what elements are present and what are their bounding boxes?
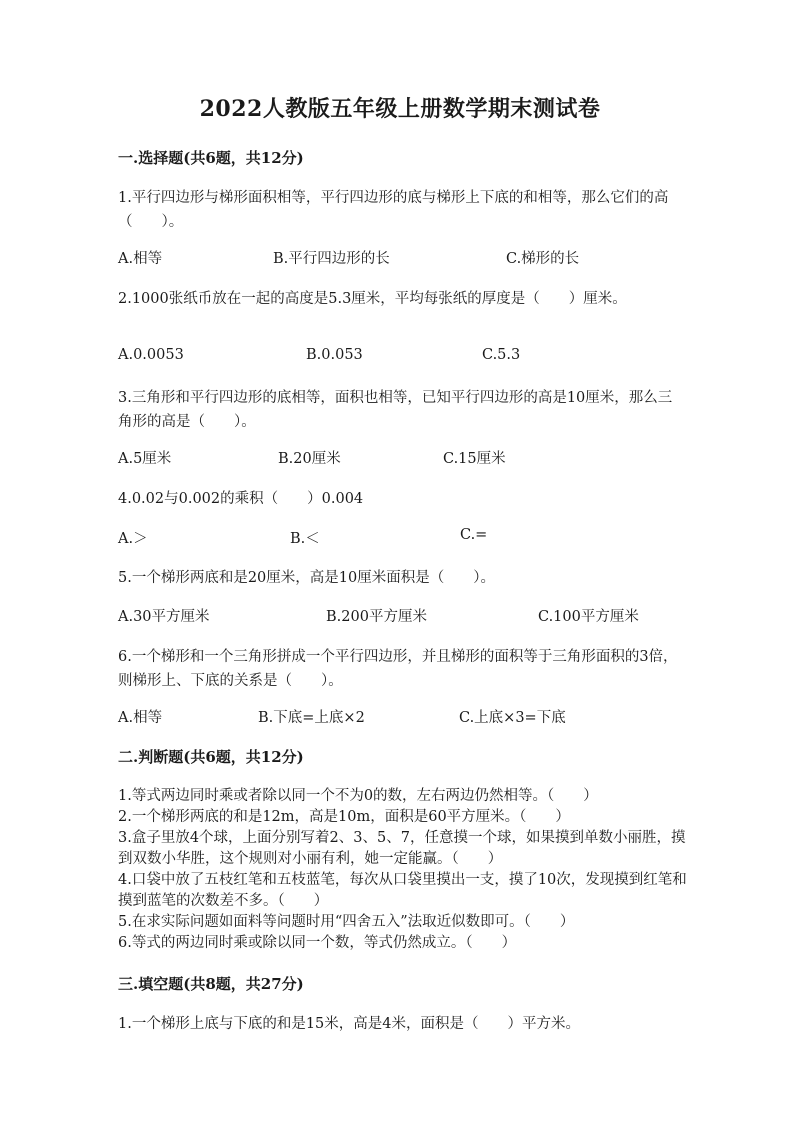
option-c: C.上底×3=下底 — [459, 710, 566, 726]
option-a: A.＞ — [118, 531, 148, 547]
option-b: B.＜ — [290, 531, 320, 547]
option-c: C.梯形的长 — [506, 251, 580, 267]
option-c: C.15厘米 — [443, 451, 506, 467]
choice-question-6: 6.一个梯形和一个三角形拼成一个平行四边形，并且梯形的面积等于三角形面积的3倍，则梯形上、下底的关系是（ ）。 — [118, 649, 678, 689]
choice-options-1 — [118, 247, 718, 271]
option-a: A.相等 — [118, 251, 163, 267]
judgment-item-6: 6.等式的两边同时乘或除以同一个数，等式仍然成立。（ ） — [118, 935, 517, 951]
option-b: B.下底=上底×2 — [258, 710, 365, 726]
option-b: B.平行四边形的长 — [273, 251, 390, 267]
choice-question-2: 2.1000张纸币放在一起的高度是5.3厘米，平均每张纸的厚度是（ ）厘米。 — [118, 291, 627, 307]
choice-question-5: 5.一个梯形两底和是20厘米，高是10厘米面积是（ ）。 — [118, 570, 495, 586]
option-c: C.5.3 — [482, 347, 521, 363]
option-b: B.0.053 — [306, 347, 363, 363]
fill-question-1: 1.一个梯形上底与下底的和是15米，高是4米，面积是（ ）平方米。 — [118, 1016, 581, 1032]
option-b: B.20厘米 — [278, 451, 341, 467]
section-heading-judgment — [118, 746, 304, 767]
choice-options-6 — [118, 706, 718, 730]
choice-options-5 — [118, 605, 718, 629]
judgment-item-3: 3.盒子里放4个球，上面分别写着2、3、5、7，任意摸一个球，如果摸到单数小丽胜，摸到双数小华胜，这个规则对小丽有利，她一定能赢。（ ） — [118, 830, 686, 867]
option-a: A.30平方厘米 — [118, 609, 210, 625]
page-title: 2022人教版五年级上册数学期末测试卷 — [199, 96, 601, 122]
choice-question-3: 3.三角形和平行四边形的底相等，面积也相等，已知平行四边形的高是10厘米，那么三角形的高是（ ）。 — [118, 390, 673, 430]
option-c: C.100平方厘米 — [538, 609, 639, 625]
judgment-item-1: 1.等式两边同时乘或者除以同一个不为0的数，左右两边仍然相等。（ ） — [118, 788, 598, 804]
option-a: A.5厘米 — [118, 451, 172, 467]
choice-question-1: 1.平行四边形与梯形面积相等，平行四边形的底与梯形上下底的和相等，那么它们的高（ ）。 — [118, 190, 669, 230]
option-c: C.= — [460, 527, 488, 543]
choice-options-2 — [118, 347, 718, 371]
choice-options-4 — [118, 527, 718, 551]
option-b: B.200平方厘米 — [326, 609, 427, 625]
choice-question-4: 4.0.02与0.002的乘积（ ）0.004 — [118, 491, 364, 507]
section-heading-text: 二.判断题(共6题，共12分) — [118, 748, 304, 766]
option-a: A.0.0053 — [118, 347, 184, 363]
choice-options-3 — [118, 447, 718, 471]
option-a: A.相等 — [118, 710, 163, 726]
judgment-item-5: 5.在求实际问题如面料等问题时用“四舍五入”法取近似数即可。（ ） — [118, 914, 575, 930]
section-heading-fill: 三.填空题(共8题，共27分) — [118, 975, 304, 993]
judgment-item-4: 4.口袋中放了五枝红笔和五枝蓝笔，每次从口袋里摸出一支，摸了10次，发现摸到红笔和摸到蓝笔的次数差不多。（ ） — [118, 872, 687, 909]
judgment-item-2: 2.一个梯形两底的和是12m，高是10m，面积是60平方厘米。（ ） — [118, 809, 570, 825]
section-heading-choice: 一.选择题(共6题，共12分) — [118, 149, 304, 167]
